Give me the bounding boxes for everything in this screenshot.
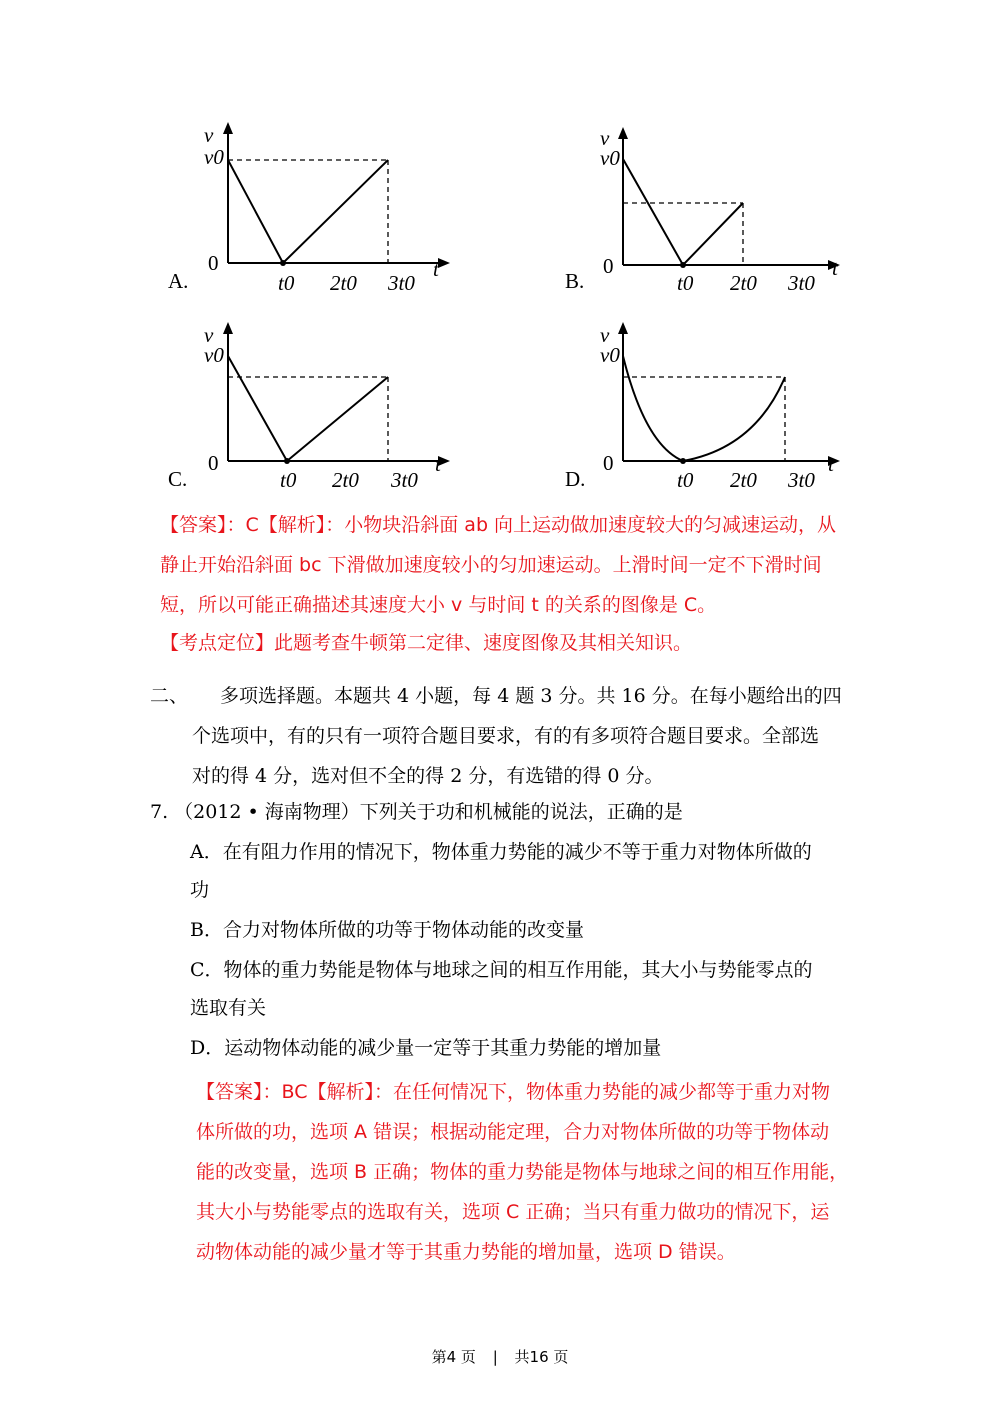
answer-7-line: 动物体动能的减少量才等于其重力势能的增加量，选项 D 错误。 xyxy=(196,1241,736,1263)
axis-label-t: t xyxy=(832,256,838,280)
answer-7-line: 能的改变量，选项 B 正确；物体的重力势能是物体与地球之间的相互作用能， xyxy=(196,1161,849,1183)
t-axis-arrow xyxy=(438,258,450,268)
label-zero: 0 xyxy=(603,254,614,278)
tick-t0: t0 xyxy=(278,271,295,295)
answer-6-keypoint: 【考点定位】此题考查牛顿第二定律、速度图像及其相关知识。 xyxy=(160,632,693,654)
question-stem: 7. （2012 • 海南物理）下列关于功和机械能的说法，正确的是 xyxy=(150,801,683,823)
tick-t0: t0 xyxy=(280,468,297,492)
v-axis-arrow xyxy=(618,322,628,334)
answer-6-line: 静止开始沿斜面 bc 下滑做加速度较小的匀加速运动。上滑时间一定不下滑时间 xyxy=(160,554,822,576)
graph-option-a xyxy=(160,120,450,295)
tick-t0: t0 xyxy=(677,468,694,492)
label-zero: 0 xyxy=(208,251,219,275)
tick-2t0: 2t0 xyxy=(730,271,757,295)
axis-label-v: v xyxy=(204,323,214,347)
option-b: B．合力对物体所做的功等于物体动能的改变量 xyxy=(190,919,584,941)
axis-label-t: t xyxy=(435,452,441,476)
tick-3t0: 3t0 xyxy=(388,271,415,295)
answer-6-line: 【答案】：C【解析】：小物块沿斜面 ab 向上运动做加速度较大的匀减速运动，从 xyxy=(160,514,837,536)
curve-point xyxy=(284,458,290,464)
option-a-cont: 功 xyxy=(190,879,210,901)
option-c-cont: 选取有关 xyxy=(190,997,267,1019)
velocity-curve xyxy=(623,159,743,265)
tick-t0: t0 xyxy=(677,271,694,295)
section-line: 个选项中，有的只有一项符合题目要求，有的有多项符合题目要求。全部选 xyxy=(192,725,820,747)
graph-d-svg xyxy=(560,320,850,495)
page-number: 第4 页 xyxy=(431,1348,476,1366)
label-v0: v0 xyxy=(204,145,224,169)
curve-point xyxy=(680,262,686,268)
velocity-curve xyxy=(228,160,388,263)
tick-3t0: 3t0 xyxy=(391,468,418,492)
tick-2t0: 2t0 xyxy=(330,271,357,295)
velocity-curve xyxy=(623,356,785,461)
option-letter: C. xyxy=(168,467,188,491)
axis-label-t: t xyxy=(828,452,834,476)
answer-7-line: 【答案】：BC【解析】：在任何情况下，物体重力势能的减少都等于重力对物 xyxy=(196,1081,830,1103)
label-zero: 0 xyxy=(208,451,219,475)
label-zero: 0 xyxy=(603,451,614,475)
label-v0: v0 xyxy=(600,343,620,367)
graph-c-svg xyxy=(160,320,450,495)
label-v0: v0 xyxy=(600,146,620,170)
axis-label-v: v xyxy=(600,323,610,347)
option-letter: B. xyxy=(565,269,585,293)
footer-separator: | xyxy=(492,1348,498,1366)
graph-option-c xyxy=(160,320,450,495)
page-footer xyxy=(0,1346,1000,1367)
v-axis-arrow xyxy=(618,127,628,139)
graph-option-b xyxy=(560,125,850,300)
v-axis-arrow xyxy=(223,122,233,134)
axis-label-t: t xyxy=(433,257,439,281)
tick-3t0: 3t0 xyxy=(788,271,815,295)
answer-7-line: 体所做的功，选项 A 错误；根据动能定理，合力对物体所做的功等于物体动 xyxy=(196,1121,830,1143)
tick-2t0: 2t0 xyxy=(332,468,359,492)
option-d: D．运动物体动能的减少量一定等于其重力势能的增加量 xyxy=(190,1037,662,1059)
option-letter: D. xyxy=(565,467,586,491)
section-line: 对的得 4 分，选对但不全的得 2 分，有选错的得 0 分。 xyxy=(192,765,664,787)
graph-option-d xyxy=(560,320,850,495)
label-v0: v0 xyxy=(204,343,224,367)
option-a: A．在有阻力作用的情况下，物体重力势能的减少不等于重力对物体所做的 xyxy=(190,841,812,863)
option-letter: A. xyxy=(168,269,189,293)
graph-b-svg xyxy=(560,125,850,300)
axis-label-v: v xyxy=(600,126,610,150)
tick-3t0: 3t0 xyxy=(788,468,815,492)
velocity-curve xyxy=(228,356,388,461)
tick-2t0: 2t0 xyxy=(730,468,757,492)
page-total: 共16 页 xyxy=(514,1348,569,1366)
answer-6-line: 短，所以可能正确描述其速度大小 v 与时间 t 的关系的图像是 C。 xyxy=(160,594,717,616)
curve-point xyxy=(680,458,686,464)
option-c: C．物体的重力势能是物体与地球之间的相互作用能，其大小与势能零点的 xyxy=(190,959,813,981)
section-line: 多项选择题。本题共 4 小题，每 4 题 3 分。共 16 分。在每小题给出的四 xyxy=(220,685,842,707)
v-axis-arrow xyxy=(223,322,233,334)
curve-point xyxy=(280,260,286,266)
section-number: 二、 xyxy=(150,685,189,707)
graph-a-svg xyxy=(160,120,450,295)
answer-7-line: 其大小与势能零点的选取有关，选项 C 正确；当只有重力做功的情况下，运 xyxy=(196,1201,830,1223)
axis-label-v: v xyxy=(204,123,214,147)
